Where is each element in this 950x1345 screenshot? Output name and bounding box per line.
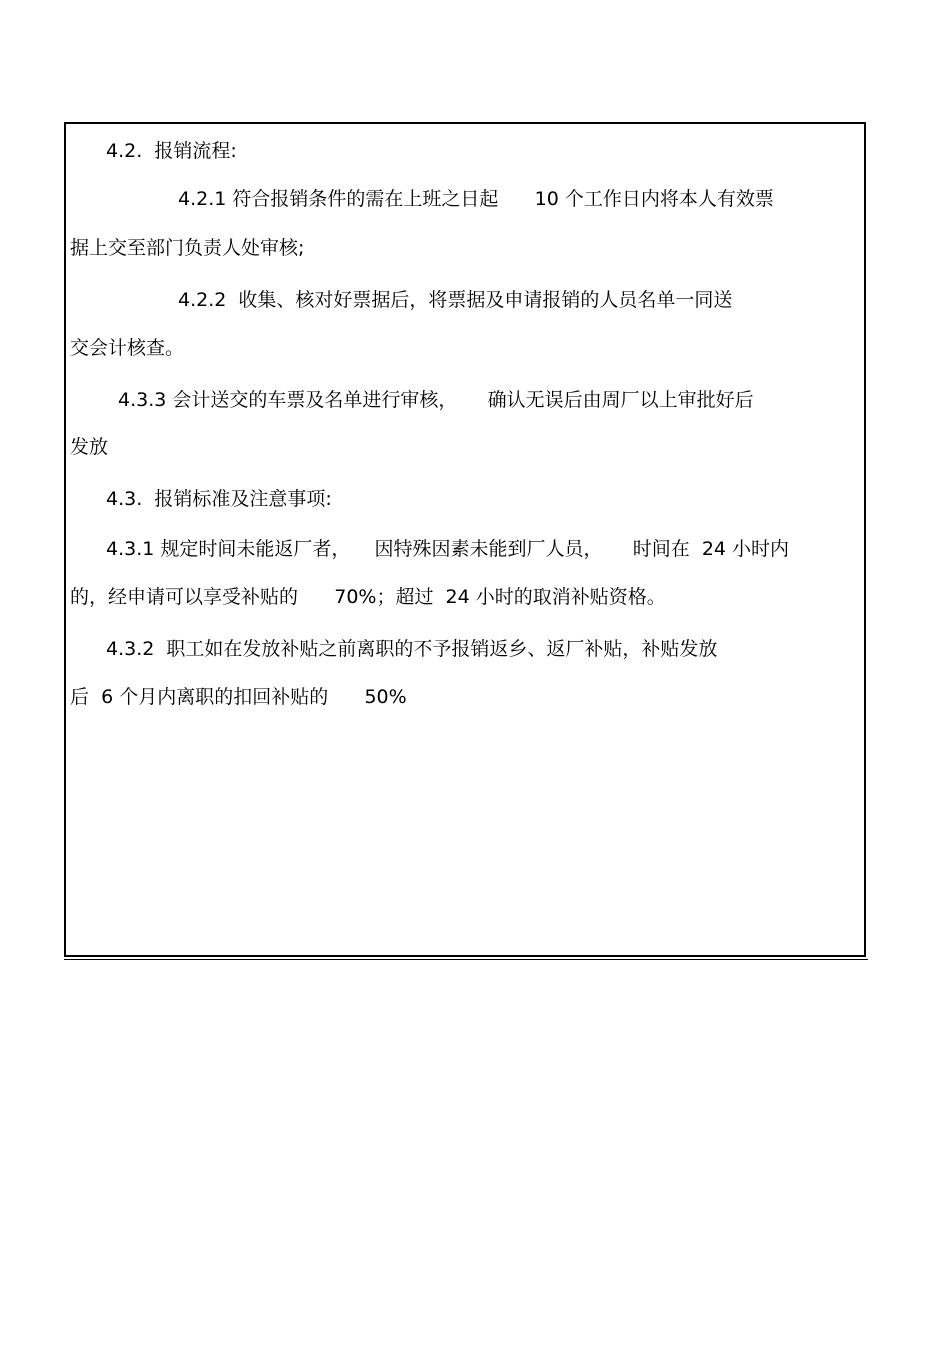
paragraph-4-3-1-line-1: 4.3.1 规定时间未能返厂者， 因特殊因素未能到厂人员， 时间在 24 小时内	[106, 538, 790, 560]
paragraph-4-3-3-line-2: 发放	[70, 436, 109, 458]
paragraph-4-3-2-line-1: 4.3.2 职工如在发放补贴之前离职的不予报销返乡、返厂补贴，补贴发放	[106, 638, 718, 660]
paragraph-4-3-3-line-1: 4.3.3 会计送交的车票及名单进行审核， 确认无误后由周厂以上审批好后	[118, 389, 754, 411]
paragraph-4-2-2-line-1: 4.2.2 收集、核对好票据后，将票据及申请报销的人员名单一同送	[178, 289, 733, 311]
frame-double-line	[64, 959, 868, 960]
heading-4-3: 4.3. 报销标准及注意事项:	[106, 488, 332, 510]
paragraph-4-2-1-line-1: 4.2.1 符合报销条件的需在上班之日起 10 个工作日内将本人有效票	[178, 188, 774, 210]
heading-4-2: 4.2. 报销流程:	[106, 140, 237, 162]
paragraph-4-3-1-line-2: 的，经申请可以享受补贴的 70%；超过 24 小时的取消补贴资格。	[70, 586, 666, 608]
paragraph-4-2-1-line-2: 据上交至部门负责人处审核;	[70, 237, 305, 259]
paragraph-4-3-2-line-2: 后 6 个月内离职的扣回补贴的 50%	[70, 686, 407, 708]
paragraph-4-2-2-line-2: 交会计核查。	[70, 337, 185, 359]
